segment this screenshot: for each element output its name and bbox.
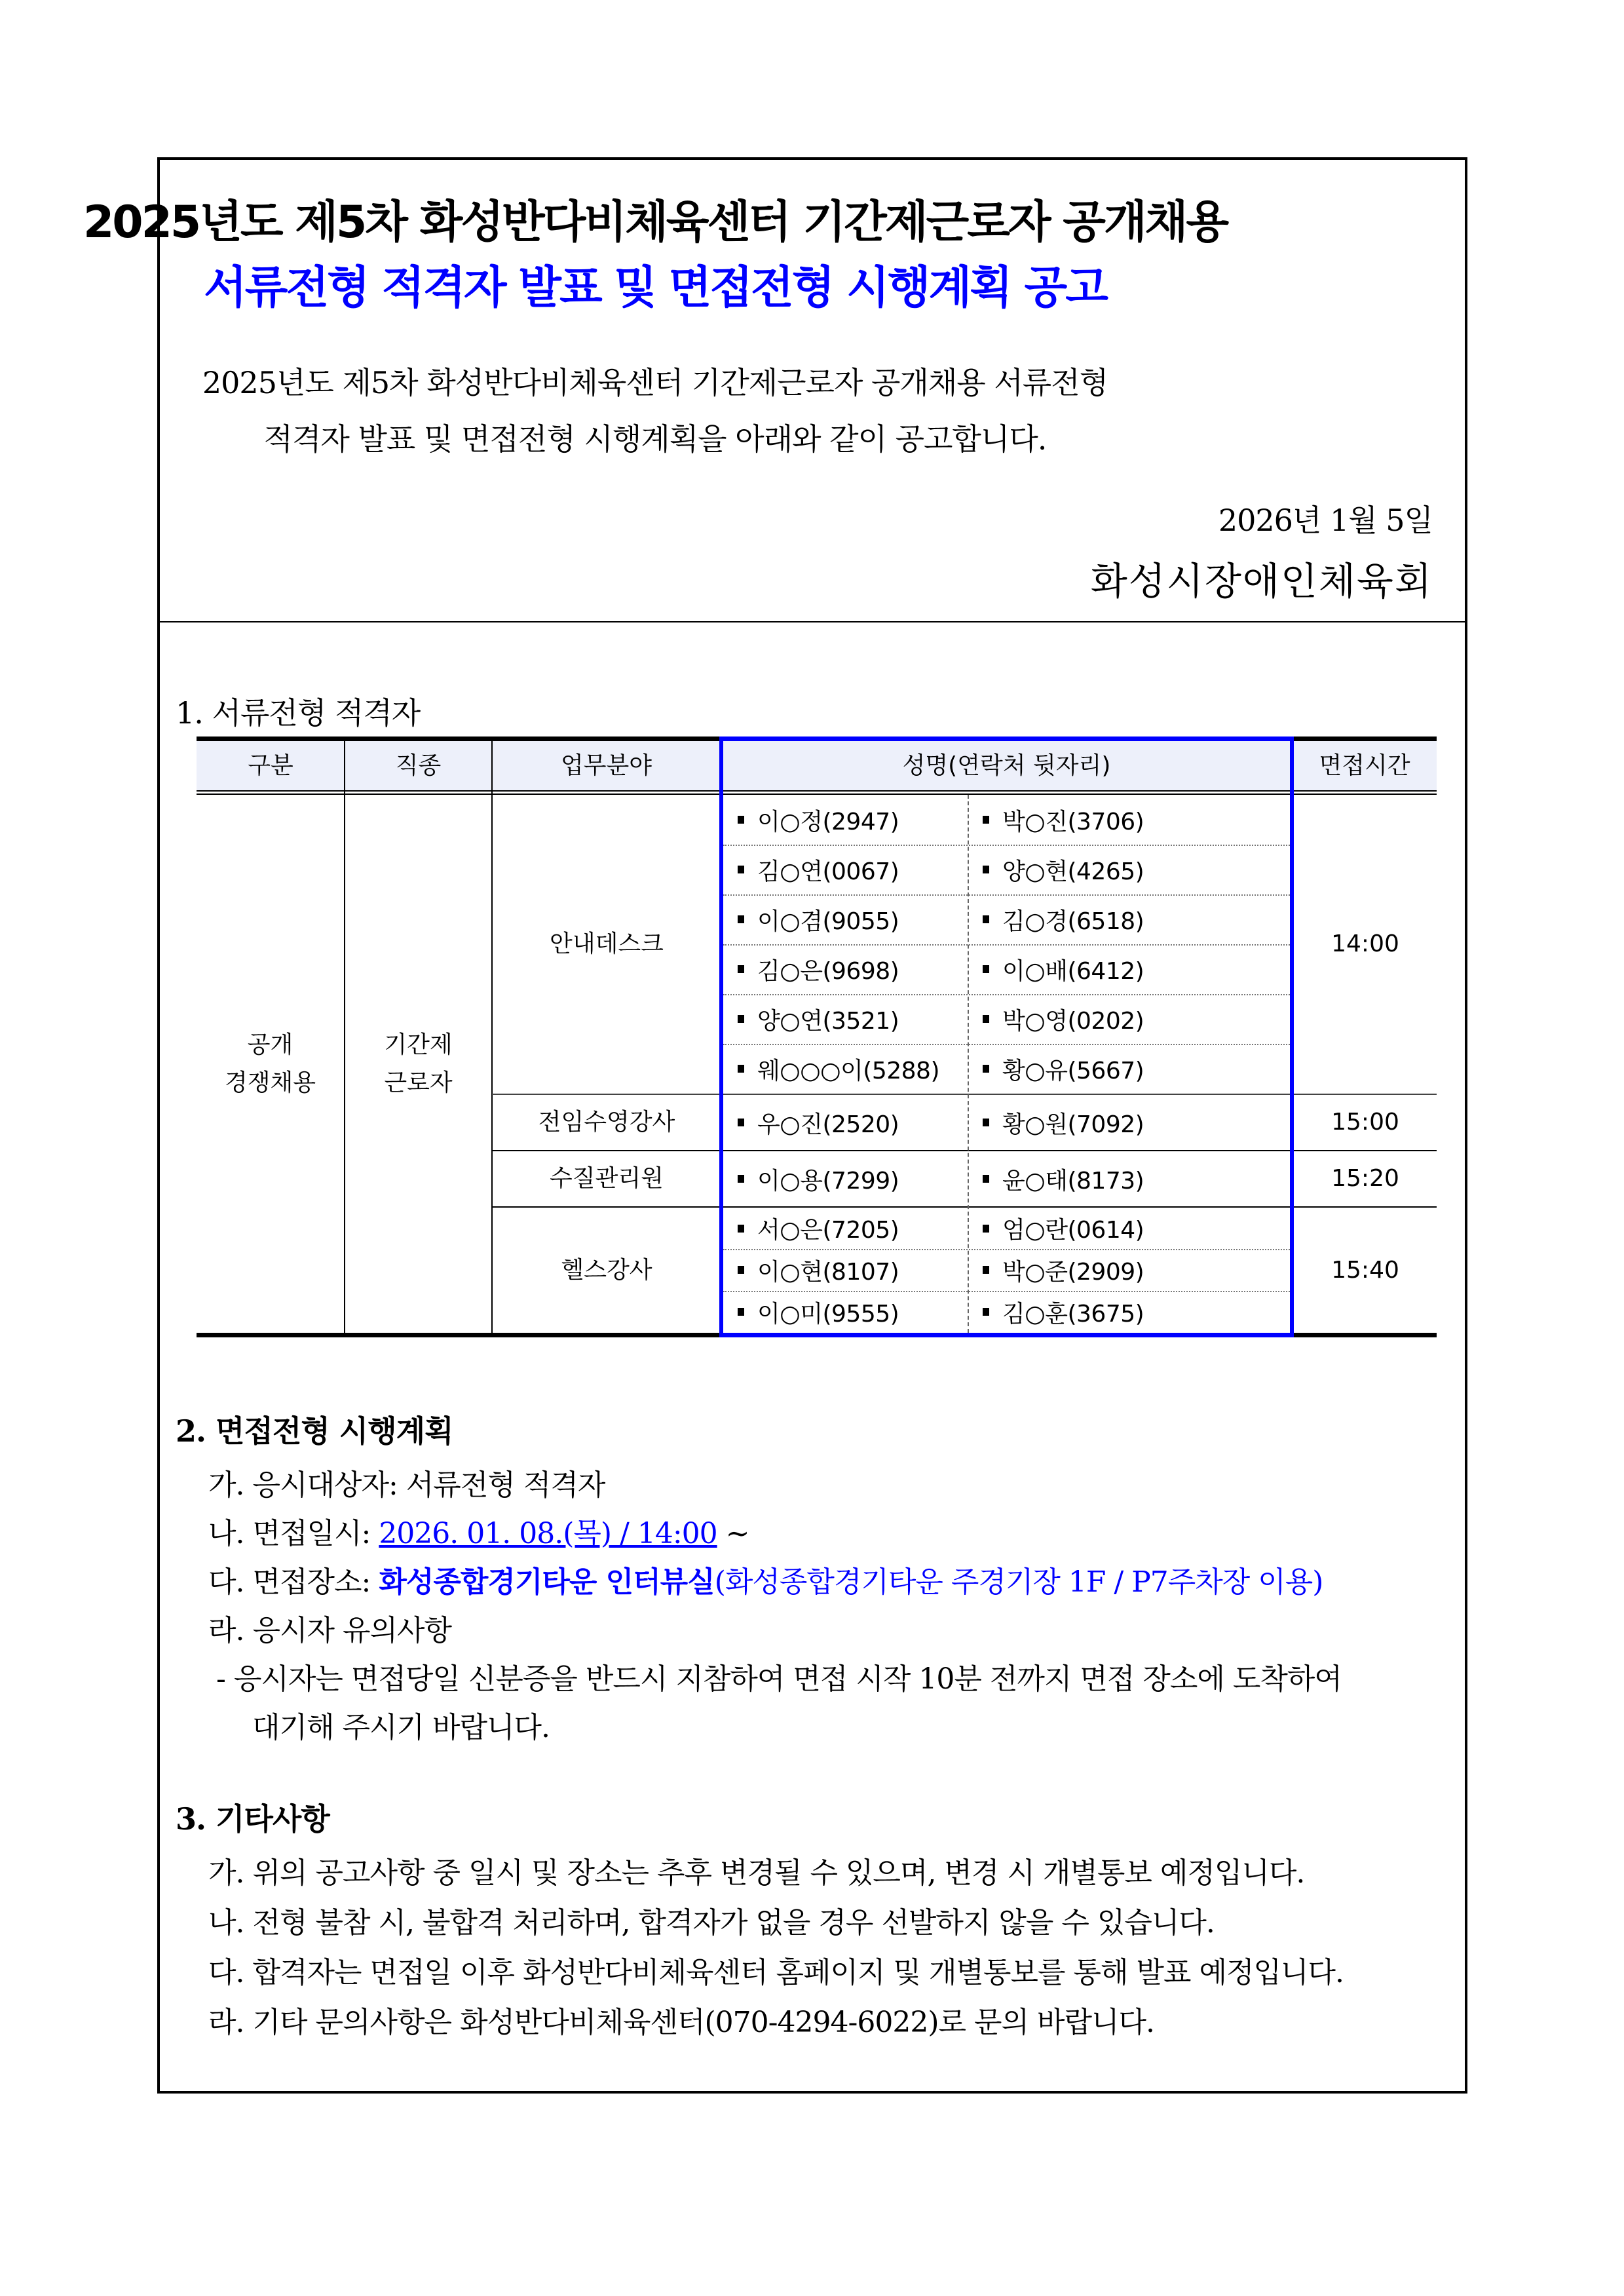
col-header-name: 성명(연락처 뒷자리) [902,752,1111,780]
field-cell-fitness-instructor: 헬스강사 [561,1256,652,1284]
job-type-cell [345,795,491,1333]
time-cell-fitness-instructor: 15:40 [1331,1256,1399,1284]
interview-location-value: 화성종합경기타운 인터뷰실 [379,1565,715,1599]
table-top-border [197,737,721,741]
applicant-name-text: 엄○란(0614) [1002,1217,1144,1244]
section-2-item-b [208,1510,749,1552]
applicant-name-text: 이○용(7299) [757,1167,899,1195]
notice-title: 2025년도 제5차 화성반다비체육센터 기간제근로자 공개채용 [83,197,1228,248]
applicant-name-text: 김○은(9698) [757,957,899,985]
time-cell-swim-instructor: 15:00 [1331,1109,1399,1136]
applicant-name-text: 김○연(0067) [757,858,899,885]
col-header-field: 업무분야 [560,752,652,780]
applicant-name-text: 윤○태(8173) [1002,1167,1144,1195]
section-2-item-a: 가. 응시대상자: 서류전형 적격자 [208,1468,605,1502]
section-2-item-c [208,1558,1323,1600]
applicant-name-text: 양○현(4265) [1002,858,1144,885]
col-header-job-type: 직종 [395,752,442,780]
section-2-note-line-2: 대기해 주시기 바랍니다. [252,1711,550,1744]
job-type-line-2: 근로자 [384,1069,453,1096]
section-3-heading: 3. 기타사항 [176,1801,330,1837]
field-cell-swim-instructor: 전임수영강사 [538,1109,675,1136]
applicant-name-text: 양○연(3521) [757,1007,899,1035]
applicant-name-text: 이○미(9555) [757,1300,899,1328]
time-cell-info-desk: 14:00 [1331,930,1399,958]
interview-location-label: 다. 면접장소: [208,1565,379,1599]
category-line-1: 공개 [247,1031,293,1058]
applicant-name-text: 웨○○○이(5288) [757,1057,939,1084]
applicant-name-text: 박○영(0202) [1002,1007,1144,1035]
field-cell-water-quality: 수질관리원 [550,1165,664,1193]
interview-datetime-value: 2026. 01. 08.(목) / 14:00 [379,1517,717,1550]
applicant-name-text: 황○원(7092) [1002,1111,1144,1138]
applicant-name-text: 김○경(6518) [1002,908,1144,935]
col-header-interview-time: 면접시간 [1319,752,1410,780]
qualified-applicants-table [197,737,1437,1338]
applicant-name-text: 황○유(5667) [1002,1057,1144,1084]
interview-location-note: (화성종합경기타운 주경기장 1F / P7주차장 이용) [714,1565,1323,1599]
applicant-name-text: 이○정(2947) [757,808,899,835]
section-1-heading: 1. 서류전형 적격자 [176,695,421,731]
section-3-item: 가. 위의 공고사항 중 일시 및 장소는 추후 변경될 수 있으며, 변경 시 개별통보 예정입니다. [208,1856,1305,1890]
section-2-heading: 2. 면접전형 시행계획 [176,1413,453,1449]
applicant-name-text: 김○훈(3675) [1002,1300,1144,1328]
col-header-category: 구분 [248,752,293,780]
section-2-item-d: 라. 응시자 유의사항 [208,1614,451,1647]
intro-line-2: 적격자 발표 및 면접전형 시행계획을 아래와 같이 공고합니다. [263,421,1047,457]
applicant-name-text: 우○진(2520) [757,1111,899,1138]
section-3-item: 라. 기타 문의사항은 화성반다비체육센터(070-4294-6022)로 문의 바랍니다. [208,2006,1154,2039]
notice-date: 2026년 1월 5일 [1218,503,1433,538]
applicant-name-text: 이○현(8107) [757,1258,899,1286]
table-top-border-right [1293,737,1437,741]
notice-subtitle: 서류전형 적격자 발표 및 면접전형 시행계획 공고 [204,262,1106,314]
intro-line-1: 2025년도 제5차 화성반다비체육센터 기간제근로자 공개채용 서류전형 [202,365,1108,400]
category-line-2: 경쟁채용 [224,1069,316,1096]
names-highlight-box [719,737,1294,1337]
header-divider [160,621,1465,622]
section-3-item: 나. 전형 불참 시, 불합격 처리하며, 합격자가 없을 경우 선발하지 않을 수 있습니다. [208,1906,1215,1940]
category-cell [197,795,344,1333]
field-cell-info-desk: 안내데스크 [550,930,664,958]
section-3-item: 다. 합격자는 면접일 이후 화성반다비체육센터 홈페이지 및 개별통보를 통해 발표 예정입니다. [208,1956,1344,1989]
interview-datetime-suffix: ~ [717,1517,749,1550]
issuing-organization: 화성시장애인체육회 [1090,559,1433,603]
job-type-line-1: 기간제 [384,1031,453,1058]
applicant-name-text: 박○준(2909) [1002,1258,1144,1286]
interview-datetime-label: 나. 면접일시: [208,1517,379,1550]
applicant-name-text: 박○진(3706) [1002,808,1144,835]
applicant-name-text: 이○겸(9055) [757,908,899,935]
time-cell-water-quality: 15:20 [1331,1165,1399,1193]
applicant-name-text: 이○배(6412) [1002,957,1144,985]
section-2-note-line-1: - 응시자는 면접당일 신분증을 반드시 지참하여 면접 시작 10분 전까지 면접 장소에 도착하여 [216,1662,1342,1696]
applicant-name-text: 서○은(7205) [757,1217,899,1244]
